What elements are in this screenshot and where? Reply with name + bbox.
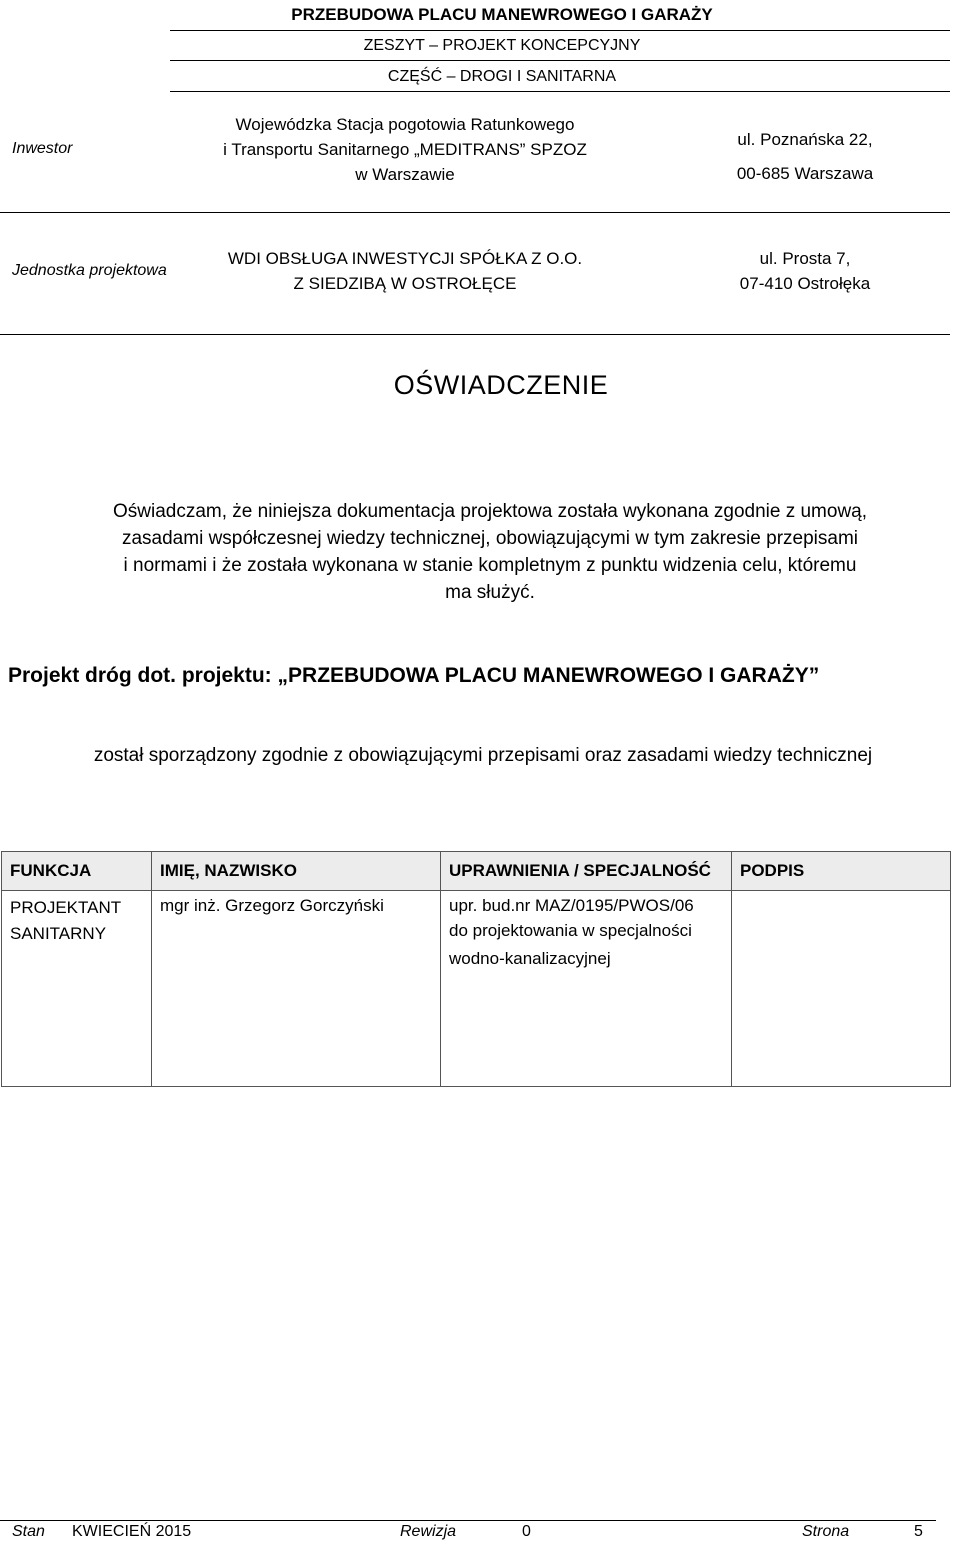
footer-stan-label: Stan (12, 1523, 45, 1540)
design-unit-label: Jednostka projektowa (12, 262, 167, 279)
footer-revision-value: 0 (522, 1523, 531, 1540)
project-title: PRZEBUDOWA PLACU MANEWROWEGO I GARAŻY (291, 5, 713, 24)
header-name: IMIĘ, NAZWISKO (152, 852, 441, 891)
footer-divider (0, 1520, 936, 1521)
divider (0, 212, 950, 213)
design-unit-address: ul. Prosta 7, 07-410 Ostrołęka (739, 249, 871, 293)
table-row (2, 891, 951, 1087)
header-signature: PODPIS (732, 852, 951, 891)
signature-cell (732, 891, 951, 1087)
footer-revision-label: Rewizja (400, 1523, 457, 1540)
conclusion-text: został sporządzony zgodnie z obowiązującymi przepisami oraz zasadami wiedzy technicznej (93, 745, 873, 766)
divider (170, 91, 950, 92)
volume-title: ZESZYT – PROJEKT KONCEPCYJNY (363, 37, 641, 54)
investor-address: ul. Poznańska 22, 00-685 Warszawa (736, 130, 874, 183)
footer-page-value: 5 (914, 1523, 923, 1540)
license-cell: upr. bud.nr MAZ/0195/PWOS/06 do projektowania w specjalności wodno-kanalizacyjnej (441, 891, 732, 1087)
project-line: Projekt dróg dot. projektu: „PRZEBUDOWA PLACU MANEWROWEGO I GARAŻY” (8, 664, 820, 687)
footer-page-label: Strona (802, 1523, 850, 1540)
divider (0, 334, 950, 335)
footer-stan-value: KWIECIEŃ 2015 (72, 1523, 192, 1540)
function-cell: PROJEKTANT SANITARNY (2, 891, 152, 1087)
divider (170, 60, 950, 61)
signature-table (1, 851, 951, 1087)
table-header-row (2, 852, 951, 891)
part-title: CZĘŚĆ – DROGI I SANITARNA (387, 68, 617, 85)
header-function: FUNKCJA (2, 852, 152, 891)
investor-name: Wojewódzka Stacja pogotowia Ratunkowego i Transportu Sanitarnego „MEDITRANS” SPZOZ w Warszawie (223, 115, 587, 184)
statement-heading: OŚWIADCZENIE (393, 370, 609, 400)
name-cell: mgr inż. Grzegorz Gorczyński (152, 891, 441, 1087)
statement-body: Oświadczam, że niniejsza dokumentacja projektowa została wykonana zgodnie z umową, zasadami współczesnej wiedzy technicznej, obowiązującymi w tym zakresie przepisami i normami i że została wykonana w stanie kompletnym z punktu widzenia celu, któremu ma służyć. (112, 501, 868, 603)
investor-label: Inwestor (12, 140, 73, 157)
design-unit-name: WDI OBSŁUGA INWESTYCJI SPÓŁKA Z O.O. Z SIEDZIBĄ W OSTROŁĘCE (227, 249, 583, 293)
divider (170, 30, 950, 31)
project-name: „PRZEBUDOWA PLACU MANEWROWEGO I GARAŻY” (277, 664, 820, 687)
header-license: UPRAWNIENIA / SPECJALNOŚĆ (441, 852, 732, 891)
